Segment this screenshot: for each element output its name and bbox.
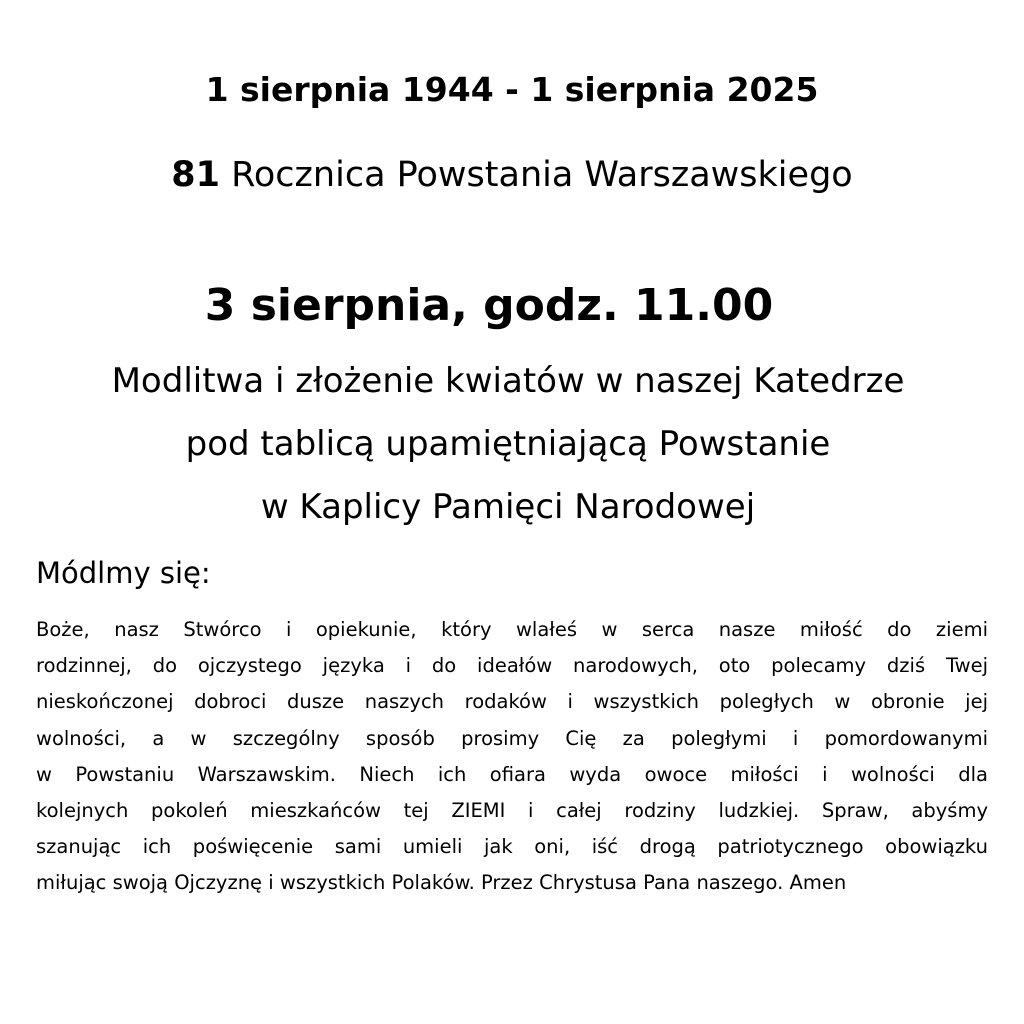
anniversary-number: 81: [171, 155, 220, 195]
prayer-line: szanując ich poświęcenie sami umieli jak oni, iść drogą patriotycznego obowiązku: [36, 835, 988, 859]
event-time-heading: 3 sierpnia, godz. 11.00: [204, 280, 774, 331]
event-description-line: pod tablicą upamiętniającą Powstanie: [185, 424, 831, 464]
prayer-line: wolności, a w szczególny sposób prosimy Cię za poległymi i pomordowanymi: [36, 726, 988, 750]
date-range-heading: 1 sierpnia 1944 - 1 sierpnia 2025: [205, 70, 819, 109]
prayer-line: kolejnych pokoleń mieszkańców tej ZIEMI i całej rodziny ludzkiej. Spraw, abyśmy: [36, 799, 988, 823]
prayer-line: rodzinnej, do ojczystego języka i do ideałów narodowych, oto polecamy dziś Twej: [36, 654, 988, 678]
event-description: [0, 350, 1016, 539]
prayer-line: Boże, nasz Stwórco i opiekunie, który wlałeś w serca nasze miłość do ziemi: [36, 618, 988, 641]
prayer-line: w Powstaniu Warszawskim. Niech ich ofiara wyda owoce miłości i wolności dla: [36, 762, 988, 786]
prayer-intro: Módlmy się:: [36, 556, 211, 590]
prayer-text: [36, 612, 988, 902]
anniversary-text: Rocznica Powstania Warszawskiego: [231, 155, 853, 195]
prayer-line: nieskończonej dobroci dusze naszych rodaków i wszystkich poległych w obronie jej: [36, 690, 988, 714]
event-description-line: Modlitwa i złożenie kwiatów w naszej Katedrze: [111, 361, 905, 401]
anniversary-heading: [0, 150, 1024, 200]
prayer-line: miłując swoją Ojczyznę i wszystkich Polaków. Przez Chrystusa Pana naszego. Amen: [36, 871, 847, 895]
event-description-line: w Kaplicy Pamięci Narodowej: [260, 487, 756, 527]
